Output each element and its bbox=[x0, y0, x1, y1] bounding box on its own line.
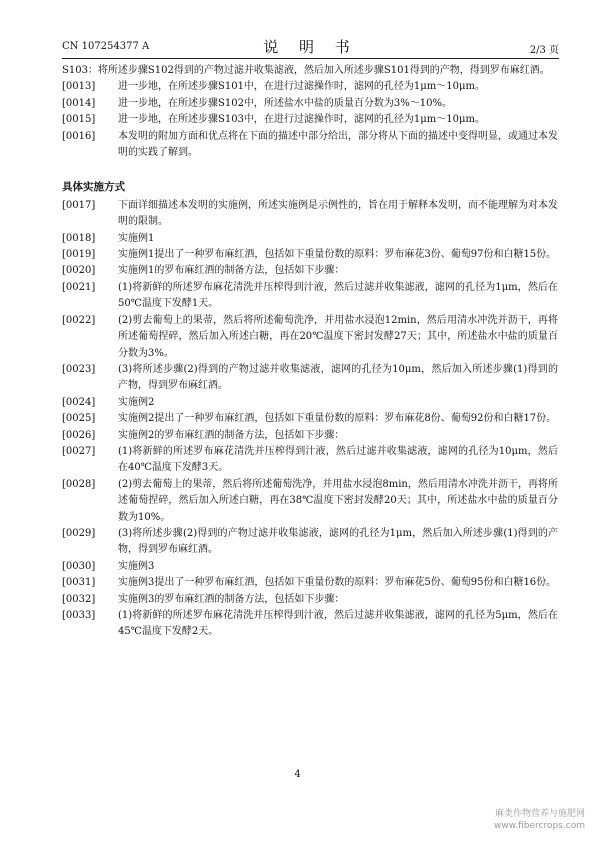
paragraph-number: [0033] bbox=[62, 610, 96, 621]
paragraph-number: [0026] bbox=[62, 429, 96, 441]
paragraph-number: [0029] bbox=[62, 527, 96, 539]
paragraph-number: [0024] bbox=[62, 396, 96, 408]
doc-title: 说 明 书 bbox=[263, 38, 358, 56]
doc-number: CN 107254377 A bbox=[62, 41, 150, 52]
paragraph-text: 本发明的附加方面和优点将在下面的描述中部分给出，部分将从下面的描述中变得明显，或通过本发明的实践了解到。 bbox=[118, 130, 558, 159]
watermark-line: 麻类作物营养与施肥网 bbox=[494, 809, 585, 819]
paragraph bbox=[62, 526, 558, 559]
page-number: 4 bbox=[294, 769, 301, 780]
paragraph-text: 实施例1 bbox=[118, 232, 155, 244]
paragraph-text: 实施例2提出了一种罗布麻红酒，包括如下重量份数的原料：罗布麻花8份、葡萄92份和白糖17份。 bbox=[118, 413, 557, 425]
paragraph-number: [0015] bbox=[62, 114, 96, 126]
paragraph-number: [0016] bbox=[62, 130, 96, 142]
paragraph-number: [0025] bbox=[62, 413, 96, 425]
page-header bbox=[62, 36, 559, 56]
paragraph-number: [0030] bbox=[62, 560, 96, 572]
paragraph bbox=[62, 129, 558, 162]
paragraph bbox=[62, 198, 558, 231]
intro-line: S103：将所述步骤S102得到的产物过滤并收集滤液，然后加入所述步骤S101得到的产物，得到罗布麻红酒。 bbox=[62, 65, 550, 76]
spacer bbox=[62, 161, 558, 177]
paragraph bbox=[62, 428, 558, 444]
paragraph-text: (1)将新鲜的所述罗布麻花清洗并压榨得到汁液，然后过滤并收集滤液，滤网的孔径为5μm，然后在45℃温度下发酵2天。 bbox=[118, 610, 558, 638]
paragraph bbox=[62, 477, 558, 526]
paragraph-number: [0014] bbox=[62, 97, 96, 109]
paragraph-number: [0020] bbox=[62, 265, 96, 277]
paragraph bbox=[62, 96, 558, 112]
paragraph-text: 下面详细描述本发明的实施例，所述实施例是示例性的，旨在用于解释本发明，而不能理解为对本发明的限制。 bbox=[118, 199, 558, 228]
paragraph-text: 实施例2的罗布麻红酒的制备方法，包括如下步骤： bbox=[118, 429, 345, 441]
paragraph bbox=[62, 263, 558, 279]
paragraph bbox=[62, 112, 558, 128]
document-body bbox=[62, 63, 558, 641]
paragraph-text: (3)将所述步骤(2)得到的产物过滤并收集滤液，滤网的孔径为10μm，然后加入所述步骤(1)得到的产物，得到罗布麻红酒。 bbox=[118, 363, 558, 392]
paragraph-number: [0027] bbox=[62, 445, 96, 457]
paragraph-number: [0018] bbox=[62, 232, 96, 244]
paragraph-number: [0019] bbox=[62, 249, 96, 261]
paragraph bbox=[62, 280, 558, 313]
paragraph-number: [0023] bbox=[62, 363, 96, 375]
paragraph-number: [0022] bbox=[62, 314, 96, 326]
paragraph-text: (1)将新鲜的所述罗布麻花清洗并压榨得到汁液，然后过滤并收集滤液，滤网的孔径为1μm，然后在50℃温度下发酵1天。 bbox=[118, 281, 558, 310]
paragraph-number: [0031] bbox=[62, 577, 96, 589]
paragraph bbox=[62, 444, 558, 477]
paragraph-text: 实施例1提出了一种罗布麻红酒，包括如下重量份数的原料：罗布麻花3份、葡萄97份和白糖15份。 bbox=[118, 249, 557, 261]
paragraph-text: 进一步地，在所述步骤S103中，在进行过滤操作时，滤网的孔径为1μm～10μm。 bbox=[118, 114, 485, 126]
paragraph-text: 实施例3的罗布麻红酒的制备方法，包括如下步骤： bbox=[118, 593, 345, 605]
paragraph bbox=[62, 411, 558, 427]
watermark bbox=[494, 808, 585, 832]
paragraph-text: 进一步地，在所述步骤S102中，所述盐水中盐的质量百分数为3%～10%。 bbox=[118, 97, 453, 109]
paragraph bbox=[62, 231, 558, 247]
paragraph-text: 进一步地，在所述步骤S101中，在进行过滤操作时，滤网的孔径为1μm～10μm。 bbox=[118, 81, 485, 93]
paragraph bbox=[62, 313, 558, 362]
paragraph bbox=[62, 362, 558, 395]
page-of: 2/3 页 bbox=[529, 45, 559, 56]
paragraph bbox=[62, 79, 558, 95]
paragraph-number: [0032] bbox=[62, 593, 96, 605]
paragraph-text: 实施例2 bbox=[118, 396, 155, 408]
paragraph-number: [0017] bbox=[62, 199, 96, 211]
paragraph bbox=[62, 608, 558, 641]
paragraph bbox=[62, 559, 558, 575]
paragraph bbox=[62, 247, 558, 263]
paragraph bbox=[62, 575, 558, 591]
section-title: 具体实施方式 bbox=[62, 181, 125, 194]
paragraph-text: 实施例1的罗布麻红酒的制备方法，包括如下步骤： bbox=[118, 265, 345, 277]
paragraph bbox=[62, 592, 558, 608]
paragraph bbox=[62, 395, 558, 411]
header-rule bbox=[62, 58, 559, 59]
paragraph-text: (3)将所述步骤(2)得到的产物过滤并收集滤液，滤网的孔径为1μm，然后加入所述步骤(1)得到的产物，得到罗布麻红酒。 bbox=[118, 527, 558, 556]
paragraph-number: [0013] bbox=[62, 81, 96, 93]
paragraph-text: (2)剪去葡萄上的果蒂，然后将所述葡萄洗净，并用盐水浸泡12min，然后用清水冲洗并沥干，再将所述葡萄捏碎，然后加入所述白糖，再在20℃温度下密封发酵27天；其中，所述盐水中盐的质量百分数为3%。 bbox=[118, 314, 558, 359]
paragraph-text: 实施例3提出了一种罗布麻红酒，包括如下重量份数的原料：罗布麻花5份、葡萄95份和白糖16份。 bbox=[118, 577, 557, 589]
paragraph-text: (2)剪去葡萄上的果蒂，然后将所述葡萄洗净，并用盐水浸泡8min，然后用清水冲洗并沥干，再将所述葡萄捏碎，然后加入所述白糖，再在38℃温度下密封发酵20天；其中，所述盐水中盐的质量百分数为10%。 bbox=[118, 478, 558, 523]
paragraph-text: 实施例3 bbox=[118, 560, 155, 572]
watermark-url: www.fibercrops.com bbox=[494, 821, 585, 831]
paragraph-number: [0028] bbox=[62, 478, 96, 490]
paragraph-number: [0021] bbox=[62, 281, 96, 293]
paragraph-text: (1)将新鲜的所述罗布麻花清洗并压榨得到汁液，然后过滤并收集滤液，滤网的孔径为10μm，然后在40℃温度下发酵3天。 bbox=[118, 445, 558, 474]
